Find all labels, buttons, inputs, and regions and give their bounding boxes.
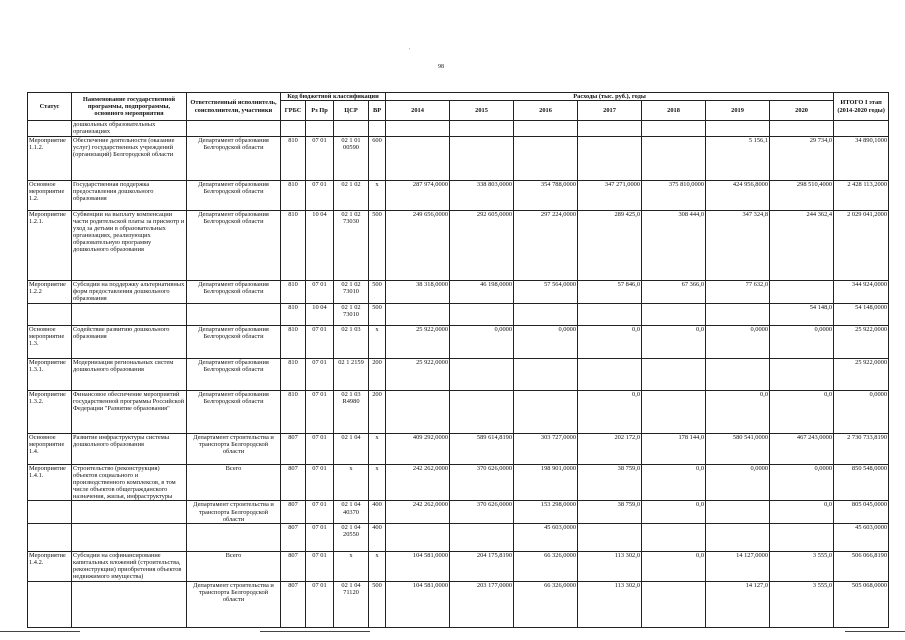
row-year-value: 297 224,0000 (514, 210, 578, 280)
row-status: Основное мероприятие 1.3. (28, 325, 72, 358)
row-year-value (578, 121, 642, 136)
row-year-value (450, 358, 514, 390)
row-year-value: 0,0 (642, 325, 706, 358)
row-year-value (770, 280, 834, 303)
table-body (28, 121, 889, 627)
row-vr: 600 (369, 136, 386, 180)
row-grbs: 807 (281, 501, 306, 524)
header-year: 2017 (578, 101, 642, 121)
row-rz-pr: 10 04 (306, 303, 334, 325)
row-rz-pr: 07 01 (306, 501, 334, 524)
table-row (28, 121, 889, 136)
row-vr: x (369, 464, 386, 501)
row-year-value: 45 603,0000 (514, 523, 578, 551)
table-row (28, 180, 889, 210)
row-total: 506 066,8190 (834, 551, 889, 581)
row-year-value (450, 121, 514, 136)
row-csr: 02 1 01 00590 (334, 136, 369, 180)
row-rz-pr: 07 01 (306, 358, 334, 390)
row-year-value (386, 390, 450, 433)
row-grbs: 807 (281, 551, 306, 581)
row-year-value: 0,0 (642, 464, 706, 501)
row-executor: Всего (187, 551, 281, 581)
row-name (72, 501, 187, 524)
row-status (28, 501, 72, 524)
row-year-value: 0,0 (642, 551, 706, 581)
row-year-value: 0,0000 (770, 325, 834, 358)
row-total: 505 068,0000 (834, 581, 889, 627)
row-year-value: 57 846,0 (578, 280, 642, 303)
row-year-value: 198 901,0000 (514, 464, 578, 501)
header-year: 2016 (514, 101, 578, 121)
row-year-value: 338 803,0000 (450, 180, 514, 210)
row-year-value: 292 605,0000 (450, 210, 514, 280)
row-year-value (514, 358, 578, 390)
row-year-value: 202 172,0 (578, 433, 642, 464)
row-year-value (642, 136, 706, 180)
row-csr: 02 1 02 73030 (334, 210, 369, 280)
header-year: 2014 (386, 101, 450, 121)
row-vr: x (369, 180, 386, 210)
row-year-value: 67 366,0 (642, 280, 706, 303)
row-year-value (578, 523, 642, 551)
row-year-value: 0,0000 (706, 325, 770, 358)
row-year-value: 467 243,0000 (770, 433, 834, 464)
row-year-value (642, 121, 706, 136)
row-total: 25 922,0000 (834, 358, 889, 390)
row-year-value (514, 390, 578, 433)
row-status (28, 303, 72, 325)
row-year-value: 25 922,0000 (386, 358, 450, 390)
row-grbs: 810 (281, 280, 306, 303)
row-year-value: 178 144,0 (642, 433, 706, 464)
row-year-value: 46 198,0000 (450, 280, 514, 303)
row-year-value: 298 510,4000 (770, 180, 834, 210)
row-rz-pr: 07 01 (306, 136, 334, 180)
row-year-value (706, 121, 770, 136)
header-grbs: ГРБС (281, 101, 306, 121)
scan-edge-line (260, 631, 370, 632)
row-year-value: 0,0000 (770, 464, 834, 501)
row-year-value (770, 121, 834, 136)
row-total: 34 890,1000 (834, 136, 889, 180)
row-year-value: 249 656,0000 (386, 210, 450, 280)
row-grbs: 807 (281, 523, 306, 551)
row-total: 2 730 733,8190 (834, 433, 889, 464)
row-total: 2 029 041,2000 (834, 210, 889, 280)
row-status: Основное мероприятие 1.4. (28, 433, 72, 464)
row-name: Финансовое обеспечение мероприятий государственной программы Российской Федерации "Развитие образования" (72, 390, 187, 433)
row-rz-pr: 07 01 (306, 523, 334, 551)
table-row (28, 501, 889, 524)
row-status (28, 121, 72, 136)
row-year-value: 113 302,0 (578, 551, 642, 581)
row-year-value: 14 127,0 (706, 581, 770, 627)
row-csr: 02 1 04 20550 (334, 523, 369, 551)
row-year-value (514, 303, 578, 325)
row-status: Мероприятие 1.2.1. (28, 210, 72, 280)
row-name: дошкольных образовательных организациях (72, 121, 187, 136)
row-name: Субсидии на поддержку альтернативных форм предоставления дошкольного образования (72, 280, 187, 303)
table-row (28, 303, 889, 325)
row-year-value: 347 271,0000 (578, 180, 642, 210)
table-row (28, 210, 889, 280)
row-vr: x (369, 325, 386, 358)
row-year-value: 3 555,0 (770, 581, 834, 627)
row-total: 2 428 113,2000 (834, 180, 889, 210)
row-year-value (386, 121, 450, 136)
row-total: 0,0000 (834, 390, 889, 433)
row-year-value: 54 148,0 (770, 303, 834, 325)
row-year-value (642, 358, 706, 390)
row-vr: 500 (369, 581, 386, 627)
row-name: Субсидии на софинансирование капитальных вложений (строительства, реконструкции) приобретения объектов недвижимого имущества) (72, 551, 187, 581)
row-year-value: 38 759,0 (578, 501, 642, 524)
scan-edge-line (0, 631, 80, 632)
row-name: Модернизация региональных систем дошкольного образования (72, 358, 187, 390)
row-status: Мероприятие 1.2.2 (28, 280, 72, 303)
row-year-value: 0,0 (578, 390, 642, 433)
row-name: Строительство (реконструкция) объектов социального и производственного комплексов, в том числе объектов общегражданского назначения, жилья, инфраструктуры (72, 464, 187, 501)
row-name: Обеспечение деятельности (оказание услуг) государственных учреждений (организаций) Белгородской области (72, 136, 187, 180)
row-year-value: 113 302,0 (578, 581, 642, 627)
row-vr: 500 (369, 210, 386, 280)
row-year-value (386, 303, 450, 325)
row-year-value: 38 759,0 (578, 464, 642, 501)
row-year-value: 3 555,0 (770, 551, 834, 581)
row-year-value (514, 121, 578, 136)
row-year-value (450, 390, 514, 433)
table-row (28, 433, 889, 464)
header-vr: ВР (369, 101, 386, 121)
row-status: Мероприятие 1.1.2. (28, 136, 72, 180)
row-grbs: 810 (281, 136, 306, 180)
row-year-value: 347 324,8 (706, 210, 770, 280)
row-year-value: 104 581,0000 (386, 581, 450, 627)
row-year-value: 303 727,0000 (514, 433, 578, 464)
table-row (28, 464, 889, 501)
row-year-value: 289 425,0 (578, 210, 642, 280)
row-csr: x (334, 464, 369, 501)
row-name: Субвенции на выплату компенсации части родительской платы за присмотр и уход за детьми в образовательных организациях, реализующих образовательную программу дошкольного образования (72, 210, 187, 280)
row-rz-pr: 07 01 (306, 464, 334, 501)
row-grbs (281, 121, 306, 136)
row-rz-pr: 07 01 (306, 581, 334, 627)
row-year-value: 308 444,0 (642, 210, 706, 280)
row-rz-pr: 07 01 (306, 433, 334, 464)
row-grbs: 810 (281, 303, 306, 325)
row-year-value: 153 298,0000 (514, 501, 578, 524)
row-year-value: 242 262,0000 (386, 501, 450, 524)
row-year-value: 104 581,0000 (386, 551, 450, 581)
header-program-name: Наименование государственной программы, подпрограммы, основного мероприятия (72, 93, 187, 121)
table-row (28, 390, 889, 433)
header-status: Статус (28, 93, 72, 121)
row-year-value (386, 523, 450, 551)
row-year-value: 25 922,0000 (386, 325, 450, 358)
header-executor: Ответственный исполнитель, соисполнители, участники (187, 93, 281, 121)
row-rz-pr (306, 121, 334, 136)
row-year-value: 242 262,0000 (386, 464, 450, 501)
row-year-value: 77 632,0 (706, 280, 770, 303)
row-year-value: 370 626,0000 (450, 501, 514, 524)
row-year-value: 14 127,0000 (706, 551, 770, 581)
row-name (72, 581, 187, 627)
row-year-value (450, 136, 514, 180)
header-budget-code: Код бюджетной классификации (281, 93, 386, 101)
row-year-value (706, 303, 770, 325)
row-csr: 02 1 02 73010 (334, 303, 369, 325)
header-csr: ЦСР (334, 101, 369, 121)
row-total: 805 045,0000 (834, 501, 889, 524)
row-year-value (770, 523, 834, 551)
row-vr: 200 (369, 358, 386, 390)
row-csr: 02 1 04 71120 (334, 581, 369, 627)
row-name: Содействие развитию дошкольного образования (72, 325, 187, 358)
row-executor: Департамент образования Белгородской области (187, 210, 281, 280)
row-year-value (642, 390, 706, 433)
row-csr: 02 1 03 R4980 (334, 390, 369, 433)
row-year-value: 589 614,8190 (450, 433, 514, 464)
row-rz-pr: 07 01 (306, 551, 334, 581)
row-total: 344 924,0000 (834, 280, 889, 303)
row-status: Мероприятие 1.4.2. (28, 551, 72, 581)
header-year: 2020 (770, 101, 834, 121)
row-executor: Департамент строительства и транспорта Белгородской области (187, 581, 281, 627)
row-year-value: 0,0 (770, 501, 834, 524)
row-year-value: 0,0 (706, 390, 770, 433)
row-year-value (642, 523, 706, 551)
row-vr: 400 (369, 523, 386, 551)
row-grbs: 810 (281, 390, 306, 433)
row-year-value: 244 362,4 (770, 210, 834, 280)
row-year-value: 0,0000 (450, 325, 514, 358)
row-csr: x (334, 551, 369, 581)
row-executor: Департамент образования Белгородской области (187, 136, 281, 180)
row-year-value (706, 523, 770, 551)
row-rz-pr: 07 01 (306, 180, 334, 210)
row-rz-pr: 07 01 (306, 280, 334, 303)
page-number: 98 (438, 64, 444, 70)
row-executor: Всего (187, 464, 281, 501)
row-year-value (642, 581, 706, 627)
row-year-value: 580 541,0000 (706, 433, 770, 464)
row-year-value (514, 136, 578, 180)
row-total: 25 922,0000 (834, 325, 889, 358)
row-year-value (578, 303, 642, 325)
row-year-value: 203 177,0000 (450, 581, 514, 627)
row-executor: Департамент строительства и транспорта Белгородской области (187, 501, 281, 524)
row-year-value: 0,0000 (514, 325, 578, 358)
row-grbs: 810 (281, 358, 306, 390)
row-vr: 500 (369, 303, 386, 325)
row-status: Мероприятие 1.3.1. (28, 358, 72, 390)
header-expenses: Расходы (тыс. руб.), годы (386, 93, 834, 101)
row-csr: 02 1 02 73010 (334, 280, 369, 303)
row-total: 850 548,0000 (834, 464, 889, 501)
row-rz-pr: 10 04 (306, 210, 334, 280)
header-total: ИТОГО I этап (2014-2020 годы) (834, 93, 889, 121)
row-rz-pr: 07 01 (306, 325, 334, 358)
row-vr: 400 (369, 501, 386, 524)
header-year: 2019 (706, 101, 770, 121)
row-csr: 02 1 03 (334, 325, 369, 358)
row-total: 45 603,0000 (834, 523, 889, 551)
row-year-value: 66 326,0000 (514, 551, 578, 581)
row-grbs: 810 (281, 325, 306, 358)
row-name: Развитие инфраструктуры системы дошкольного образования (72, 433, 187, 464)
row-year-value (450, 303, 514, 325)
row-executor: Департамент образования Белгородской области (187, 180, 281, 210)
row-name (72, 523, 187, 551)
row-year-value: 354 788,0000 (514, 180, 578, 210)
row-total (834, 121, 889, 136)
row-year-value: 38 318,0000 (386, 280, 450, 303)
row-status: Мероприятие 1.3.2. (28, 390, 72, 433)
row-status (28, 523, 72, 551)
row-year-value (578, 358, 642, 390)
row-name (72, 303, 187, 325)
row-year-value (706, 501, 770, 524)
row-executor: Департамент образования Белгородской области (187, 358, 281, 390)
row-year-value (706, 358, 770, 390)
table-row (28, 325, 889, 358)
row-grbs: 807 (281, 581, 306, 627)
header-year: 2015 (450, 101, 514, 121)
row-vr: 500 (369, 280, 386, 303)
row-grbs: 807 (281, 433, 306, 464)
row-status (28, 581, 72, 627)
row-csr: 02 1 2159 (334, 358, 369, 390)
row-year-value: 424 956,8000 (706, 180, 770, 210)
row-year-value (450, 523, 514, 551)
row-year-value: 0,0 (578, 325, 642, 358)
row-executor (187, 523, 281, 551)
row-vr (369, 121, 386, 136)
row-executor (187, 303, 281, 325)
table-row (28, 358, 889, 390)
table-row (28, 523, 889, 551)
table-row (28, 581, 889, 627)
row-csr: 02 1 02 (334, 180, 369, 210)
row-csr: 02 1 04 40370 (334, 501, 369, 524)
row-vr: x (369, 551, 386, 581)
row-year-value: 375 810,0000 (642, 180, 706, 210)
row-csr (334, 121, 369, 136)
row-status: Основное мероприятие 1.2. (28, 180, 72, 210)
scan-edge-line (845, 631, 905, 632)
row-rz-pr: 07 01 (306, 390, 334, 433)
row-vr: 200 (369, 390, 386, 433)
row-year-value: 66 326,0000 (514, 581, 578, 627)
row-year-value (642, 303, 706, 325)
row-year-value: 409 292,0000 (386, 433, 450, 464)
row-total: 54 148,0000 (834, 303, 889, 325)
row-year-value: 370 626,0000 (450, 464, 514, 501)
row-year-value (386, 136, 450, 180)
header-rz-pr: Рз Пр (306, 101, 334, 121)
budget-table (27, 92, 889, 628)
row-executor: Департамент строительства и транспорта Белгородской области (187, 433, 281, 464)
row-year-value (770, 358, 834, 390)
row-grbs: 810 (281, 180, 306, 210)
row-year-value: 57 564,0000 (514, 280, 578, 303)
scan-mark: ' (409, 48, 411, 54)
row-year-value: 5 156,1 (706, 136, 770, 180)
row-year-value: 287 974,0000 (386, 180, 450, 210)
row-status: Мероприятие 1.4.1. (28, 464, 72, 501)
row-name: Государственная поддержка предоставления дошкольного образования (72, 180, 187, 210)
row-year-value (578, 136, 642, 180)
table-row (28, 136, 889, 180)
row-executor (187, 121, 281, 136)
row-year-value: 0,0000 (706, 464, 770, 501)
row-vr: x (369, 433, 386, 464)
row-executor: Департамент образования Белгородской области (187, 325, 281, 358)
row-year-value: 204 175,8190 (450, 551, 514, 581)
row-grbs: 807 (281, 464, 306, 501)
row-grbs: 810 (281, 210, 306, 280)
table-row (28, 280, 889, 303)
row-year-value: 0,0 (770, 390, 834, 433)
row-csr: 02 1 04 (334, 433, 369, 464)
header-year: 2018 (642, 101, 706, 121)
row-executor: Департамент образования Белгородской области (187, 280, 281, 303)
row-year-value: 29 734,0 (770, 136, 834, 180)
row-year-value: 0,0 (642, 501, 706, 524)
row-executor: Департамент образования Белгородской области (187, 390, 281, 433)
table-row (28, 551, 889, 581)
